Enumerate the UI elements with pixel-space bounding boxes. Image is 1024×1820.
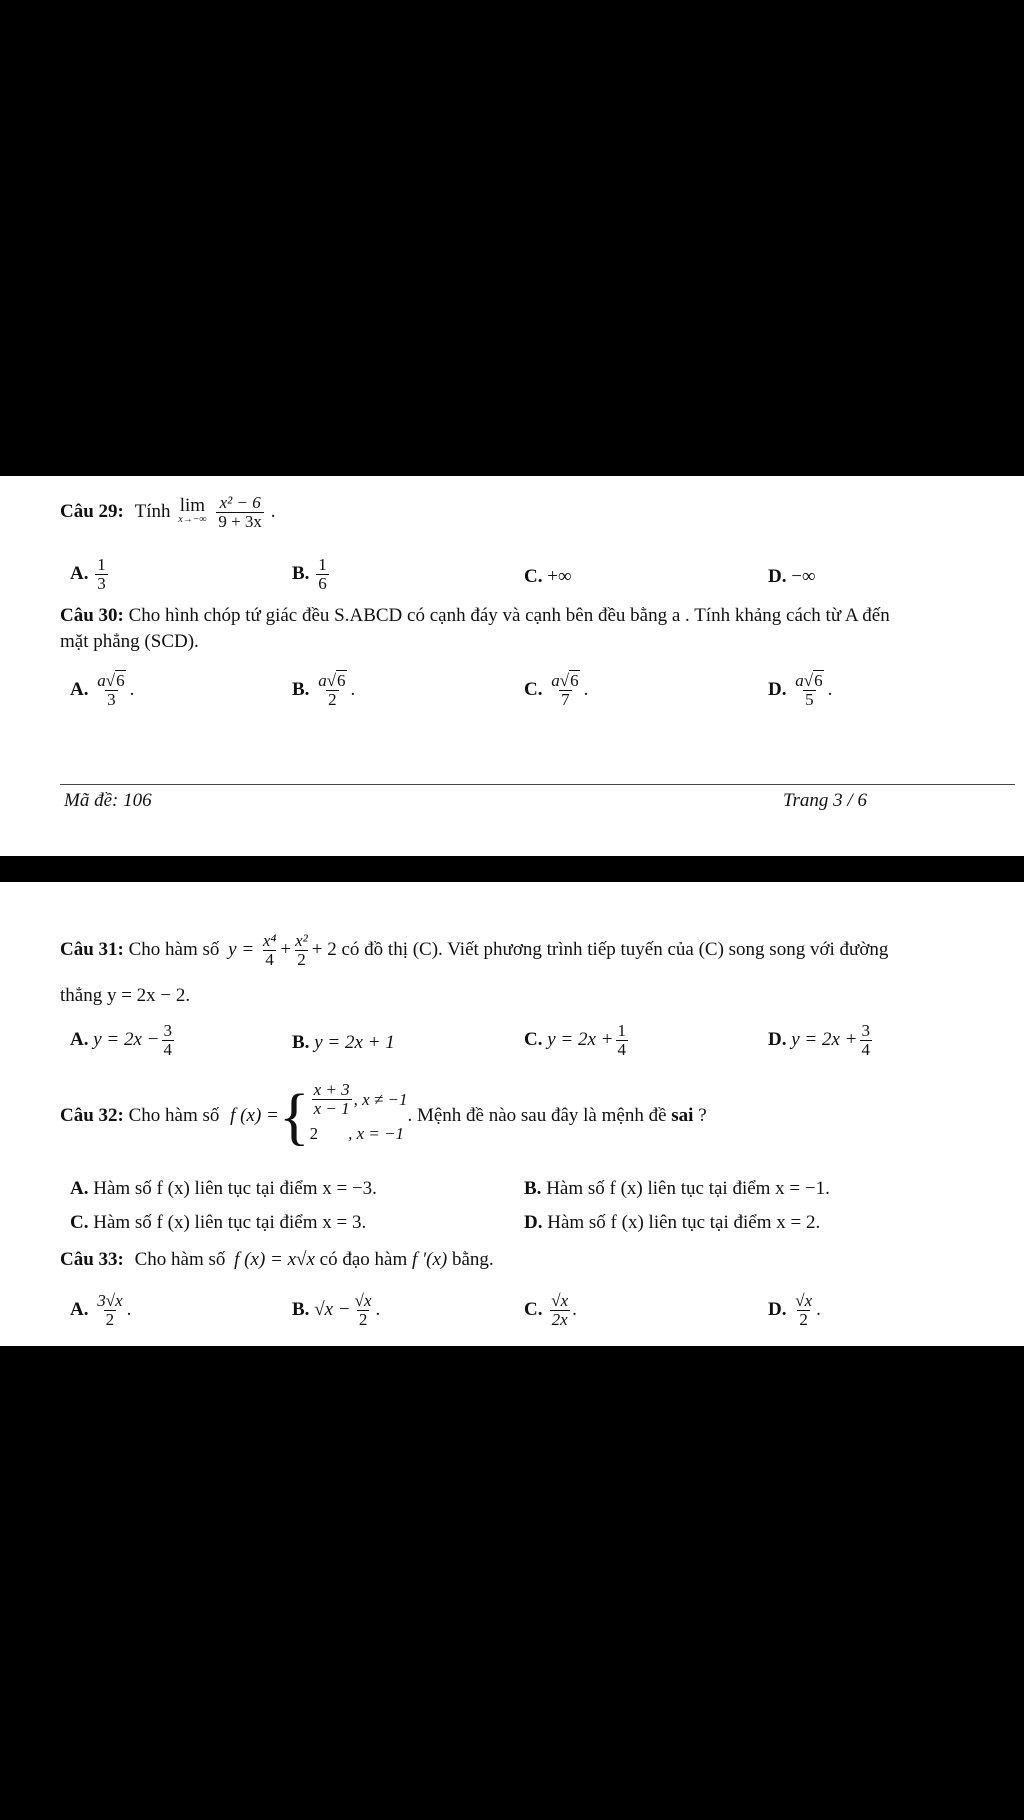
fraction-numerator: √x (354, 1291, 372, 1310)
option-letter: D. (768, 566, 787, 587)
radicand: 6 (814, 671, 823, 690)
option-letter: D. (768, 678, 787, 700)
sqrt: √6 (326, 671, 346, 690)
limit-operator (178, 494, 207, 527)
option-a (70, 1178, 377, 1200)
radicand: 6 (337, 671, 346, 690)
case-condition: , x = −1 (348, 1123, 405, 1143)
fraction-numerator (95, 672, 127, 690)
option-letter: D. (768, 1298, 787, 1320)
option-letter: B. (292, 1298, 310, 1320)
emphasis-word: sai (671, 1105, 694, 1126)
option-expression: y = 2x − (93, 1028, 160, 1050)
variable-a: a (551, 671, 560, 690)
lim-subscript: x→−∞ (178, 513, 207, 525)
option-letter: A. (70, 1178, 89, 1199)
option-d: D. $\frac{a√6}{5}$ . (768, 671, 833, 709)
fraction-numerator: 1 (617, 1021, 626, 1040)
option-b (292, 1292, 380, 1329)
option-text: Hàm số f (x) liên tục tại điểm x = 2. (547, 1212, 821, 1233)
fraction-denominator: 9 + 3x (218, 512, 262, 531)
footer-divider (60, 784, 1015, 785)
fraction-denominator: 4 (617, 1040, 626, 1059)
period: . (375, 1298, 381, 1320)
fraction-denominator: 6 (318, 574, 327, 593)
option-letter: B. (292, 562, 310, 584)
question-label: Câu 33: (60, 1249, 124, 1270)
question-33 (60, 1248, 494, 1272)
question-text: . Mệnh đề nào sau đây là mệnh đề (407, 1105, 667, 1126)
exam-code: Mã đề: 106 (64, 790, 152, 811)
plus-sign: + (280, 938, 292, 960)
variable-a: a (97, 671, 106, 690)
option-letter: A. (70, 678, 89, 700)
variable-a: a (795, 671, 804, 690)
question-29 (60, 494, 275, 531)
function-lhs: f (x) = (230, 1105, 279, 1126)
question-stem: Cho hàm số (128, 938, 220, 960)
option-d (768, 566, 816, 588)
fraction-numerator: 3√x (97, 1291, 123, 1310)
option-letter: A. (70, 562, 89, 584)
page-4 (0, 882, 1024, 1346)
option-fraction (95, 1292, 124, 1329)
option-expression: y = 2x + (547, 1028, 614, 1050)
question-label: Câu 31: (60, 938, 124, 960)
constant-term: + 2 (311, 938, 337, 960)
term-2 (293, 932, 310, 969)
term-1 (261, 932, 278, 969)
fraction-denominator: 2 (799, 1310, 808, 1329)
option-fraction (616, 1022, 629, 1059)
option-letter: C. (70, 1212, 89, 1233)
piecewise-cases (309, 1080, 408, 1151)
option-b: B. $\frac{a√6}{2}$ . (292, 671, 356, 709)
option-letter: C. (524, 566, 543, 587)
option-a: A. $\frac{a√6}{3}$ . (70, 671, 135, 709)
lim-text: lim (179, 494, 206, 516)
fraction-denominator: x − 1 (313, 1099, 350, 1119)
function-definition: f (x) = x√x (234, 1249, 315, 1270)
period: . (270, 500, 276, 522)
option-letter: B. (524, 1178, 542, 1199)
option-text: −∞ (791, 566, 816, 587)
radicand: 6 (116, 671, 125, 690)
fraction-numerator: 3 (861, 1021, 870, 1040)
limit-fraction (216, 494, 264, 531)
option-letter: A. (70, 1298, 89, 1320)
option-fraction (793, 1292, 814, 1329)
period: . (816, 1298, 821, 1320)
question-label: Câu 30: (60, 605, 124, 626)
question-31 (60, 932, 888, 969)
option-fraction (95, 556, 108, 593)
option-expression: y = 2x + (791, 1028, 858, 1050)
option-text: y = 2x + 1 (314, 1032, 395, 1053)
question-30-line2 (60, 630, 199, 654)
option-c (524, 566, 572, 588)
fraction-numerator: x² − 6 (219, 493, 261, 512)
brace: { (278, 1080, 310, 1152)
option-letter: D. (768, 1028, 787, 1050)
fraction-numerator: 1 (318, 555, 327, 574)
option-fraction (793, 672, 825, 709)
option-letter: B. (292, 1032, 310, 1053)
fraction-denominator: 2 (328, 690, 337, 709)
option-c (524, 1292, 577, 1329)
case-condition: , x ≠ −1 (353, 1089, 408, 1109)
sqrt: √6 (803, 671, 823, 690)
fraction-denominator: 5 (805, 690, 814, 709)
fraction-denominator: 2x (551, 1310, 568, 1329)
option-text: Hàm số f (x) liên tục tại điểm x = −3. (93, 1178, 377, 1199)
option-letter: C. (524, 678, 543, 700)
option-fraction (549, 672, 581, 709)
fraction-denominator: 4 (861, 1040, 870, 1059)
fraction-numerator: 3 (163, 1021, 172, 1040)
question-31-line2 (60, 984, 190, 1008)
option-letter: D. (524, 1212, 543, 1233)
sqrt: √6 (559, 671, 579, 690)
fraction-numerator (316, 672, 348, 690)
question-text: có đạo hàm (319, 1249, 408, 1270)
option-c: C. $\frac{a√6}{7}$ . (524, 671, 589, 709)
option-text: Hàm số f (x) liên tục tại điểm x = 3. (93, 1212, 367, 1233)
question-label: Câu 29: (60, 500, 124, 522)
question-text-line1: Cho hình chóp tứ giác đều S.ABCD có cạnh đáy và cạnh bên đều bằng a . Tính khảng cách từ A đến (128, 605, 890, 626)
option-b (292, 556, 331, 593)
fraction-denominator: 4 (163, 1040, 172, 1059)
question-text-line2: thẳng y = 2x − 2. (60, 985, 191, 1006)
option-text: +∞ (547, 566, 572, 587)
fraction-numerator: x⁴ (262, 931, 277, 950)
fraction-numerator (549, 672, 581, 690)
question-stem: Tính (134, 500, 171, 522)
option-b (292, 1032, 395, 1054)
option-expression: √x − (314, 1298, 351, 1320)
option-fraction (95, 672, 127, 709)
fraction-denominator: 2 (105, 1310, 115, 1329)
option-c (524, 1022, 630, 1059)
option-fraction (860, 1022, 873, 1059)
fraction-denominator: 3 (107, 690, 116, 709)
option-c (70, 1212, 366, 1234)
option-d (524, 1212, 820, 1234)
option-fraction (162, 1022, 175, 1059)
fraction-denominator: 4 (265, 950, 274, 969)
derivative-symbol: f ′(x) (411, 1249, 448, 1270)
period: . (126, 1298, 132, 1320)
fraction-numerator: √x (551, 1291, 569, 1310)
option-a (70, 1022, 176, 1059)
fraction-numerator: x² (295, 931, 308, 950)
function-lhs: y = (228, 938, 255, 960)
question-32 (60, 1076, 707, 1156)
option-b (524, 1178, 830, 1200)
question-label: Câu 32: (60, 1105, 124, 1126)
question-30 (60, 604, 890, 628)
option-fraction (316, 672, 348, 709)
fraction-numerator: 1 (97, 555, 106, 574)
period: . (572, 1298, 577, 1320)
variable-a: a (318, 671, 327, 690)
radicand: 6 (570, 671, 579, 690)
page-3 (0, 476, 1024, 856)
option-text: Hàm số f (x) liên tục tại điểm x = −1. (546, 1178, 830, 1199)
page-number: Trang 3 / 6 (783, 790, 867, 811)
question-mark: ? (698, 1105, 707, 1126)
option-a (70, 556, 110, 593)
option-fraction (549, 1292, 570, 1329)
question-text: có đồ thị (C). Viết phương trình tiếp tuyến của (C) song song với đường (341, 938, 889, 960)
fraction-denominator: 3 (97, 574, 106, 593)
option-letter: C. (524, 1298, 543, 1320)
option-letter: A. (70, 1028, 89, 1050)
question-end: bằng. (452, 1249, 494, 1270)
option-d (768, 1022, 874, 1059)
case-2 (310, 1117, 408, 1151)
option-fraction (353, 1292, 374, 1329)
question-text-line2: mặt phẳng (SCD). (60, 631, 199, 652)
option-fraction (316, 556, 329, 593)
case-value: 2 (309, 1123, 319, 1143)
fraction-numerator (793, 672, 825, 690)
fraction-denominator: 2 (297, 950, 306, 969)
option-a (70, 1292, 131, 1329)
sqrt: √6 (105, 671, 125, 690)
option-d (768, 1292, 821, 1329)
question-stem: Cho hàm số (134, 1249, 226, 1270)
fraction-denominator: 2 (358, 1310, 368, 1329)
option-letter: B. (292, 678, 310, 700)
fraction-numerator: x + 3 (313, 1080, 350, 1100)
option-letter: C. (524, 1028, 543, 1050)
fraction-numerator: √x (795, 1291, 813, 1310)
question-stem: Cho hàm số (128, 1105, 220, 1126)
fraction-denominator: 7 (561, 690, 570, 709)
